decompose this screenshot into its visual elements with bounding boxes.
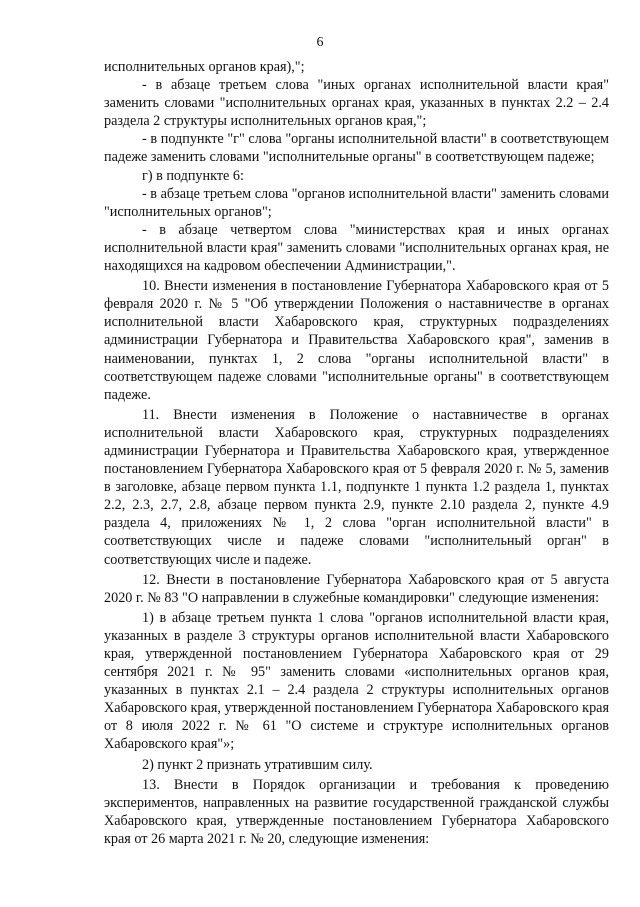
paragraph: г) в подпункте 6: xyxy=(142,167,244,184)
paragraph: - в абзаце третьем слова "органов исполнительной власти" заменить словами "исполнительных органов"; xyxy=(104,185,609,220)
document-body xyxy=(104,58,609,848)
paragraph: 13. Внести в Порядок организации и требования к проведению экспериментов, направленных на развитие государственной гражданской службы Хабаровского края, утвержденные постановлением Губернатора Хабаровского края от 26 марта 2021 г. № 20, следующие изменения: xyxy=(104,776,609,847)
paragraph: 2) пункт 2 признать утратившим силу. xyxy=(142,756,373,773)
paragraph: - в абзаце третьем слова "иных органах исполнительной власти края" заменить словами "исполнительных органах края, указанных в пунктах 2.2 – 2.4 раздела 2 структуры исполнительных органов края,"; xyxy=(104,77,609,130)
paragraph: 11. Внести изменения в Положение о наставничестве в органах исполнительной власти Хабаровского края, структурных подразделениях администрации Губернатора и Правительства Хабаровского края, утвержденное постановлением Губернатора Хабаровского края от 5 февраля 2020 г. № 5, заменив в заголовке, абзаце первом пункта 1.1, подпункте 1 пункта 1.2 раздела 1, пунктах 2.2, 2.3, 2.7, 2.8, абзаце первом пункта 2.9, пункте 2.10 раздела 2, пункте 4.9 раздела 4, приложениях № 1, 2 слова "орган исполнительной власти" в соответствующих числе и падеже словами "исполнительный орган" в соответствующих числе и падеже. xyxy=(104,406,609,568)
paragraph: 1) в абзаце третьем пункта 1 слова "органов исполнительной власти края, указанных в разделе 3 структуры органов исполнительной власти Хабаровского края, утвержденной постановлением Губернатора Хабаровского края от 29 сентября 2021 г. № 95" заменить словами «исполнительных органов края, указанных в пунктах 2.1 – 2.4 раздела 2 структуры исполнительных органов Хабаровского края, утвержденной постановлением Губернатора Хабаровского края от 8 июля 2022 г. № 61 "О системе и структуре исполнительных органов Хабаровского края"»; xyxy=(104,609,609,753)
page-number: 6 xyxy=(316,35,324,50)
paragraph: - в абзаце четвертом слова "министерствах края и иных органах исполнительной власти края" заменить словами "исполнительных органах края, не находящихся на кадровом обеспечении Администрации,". xyxy=(104,221,609,275)
paragraph: - в подпункте "г" слова "органы исполнительной власти" в соответствующем падеже заменить словами "исполнительные органы" в соответствующем падеже; xyxy=(104,131,609,166)
paragraph: исполнительных органов края),"; xyxy=(104,59,305,75)
paragraph: 10. Внести изменения в постановление Губернатора Хабаровского края от 5 февраля 2020 г. № 5 "Об утверждении Положения о наставничестве в органах исполнительной власти Хабаровского края, структурных подразделениях администрации Губернатора и Правительства Хабаровского края", заменив в наименовании, пунктах 1, 2 слова "органы исполнительной власти" в соответствующем падеже словами "исполнительные органы" в соответствующем падеже. xyxy=(104,278,609,403)
paragraph: 12. Внести в постановление Губернатора Хабаровского края от 5 августа 2020 г. № 83 "О направлении в служебные командировки" следующие изменения: xyxy=(104,571,609,606)
